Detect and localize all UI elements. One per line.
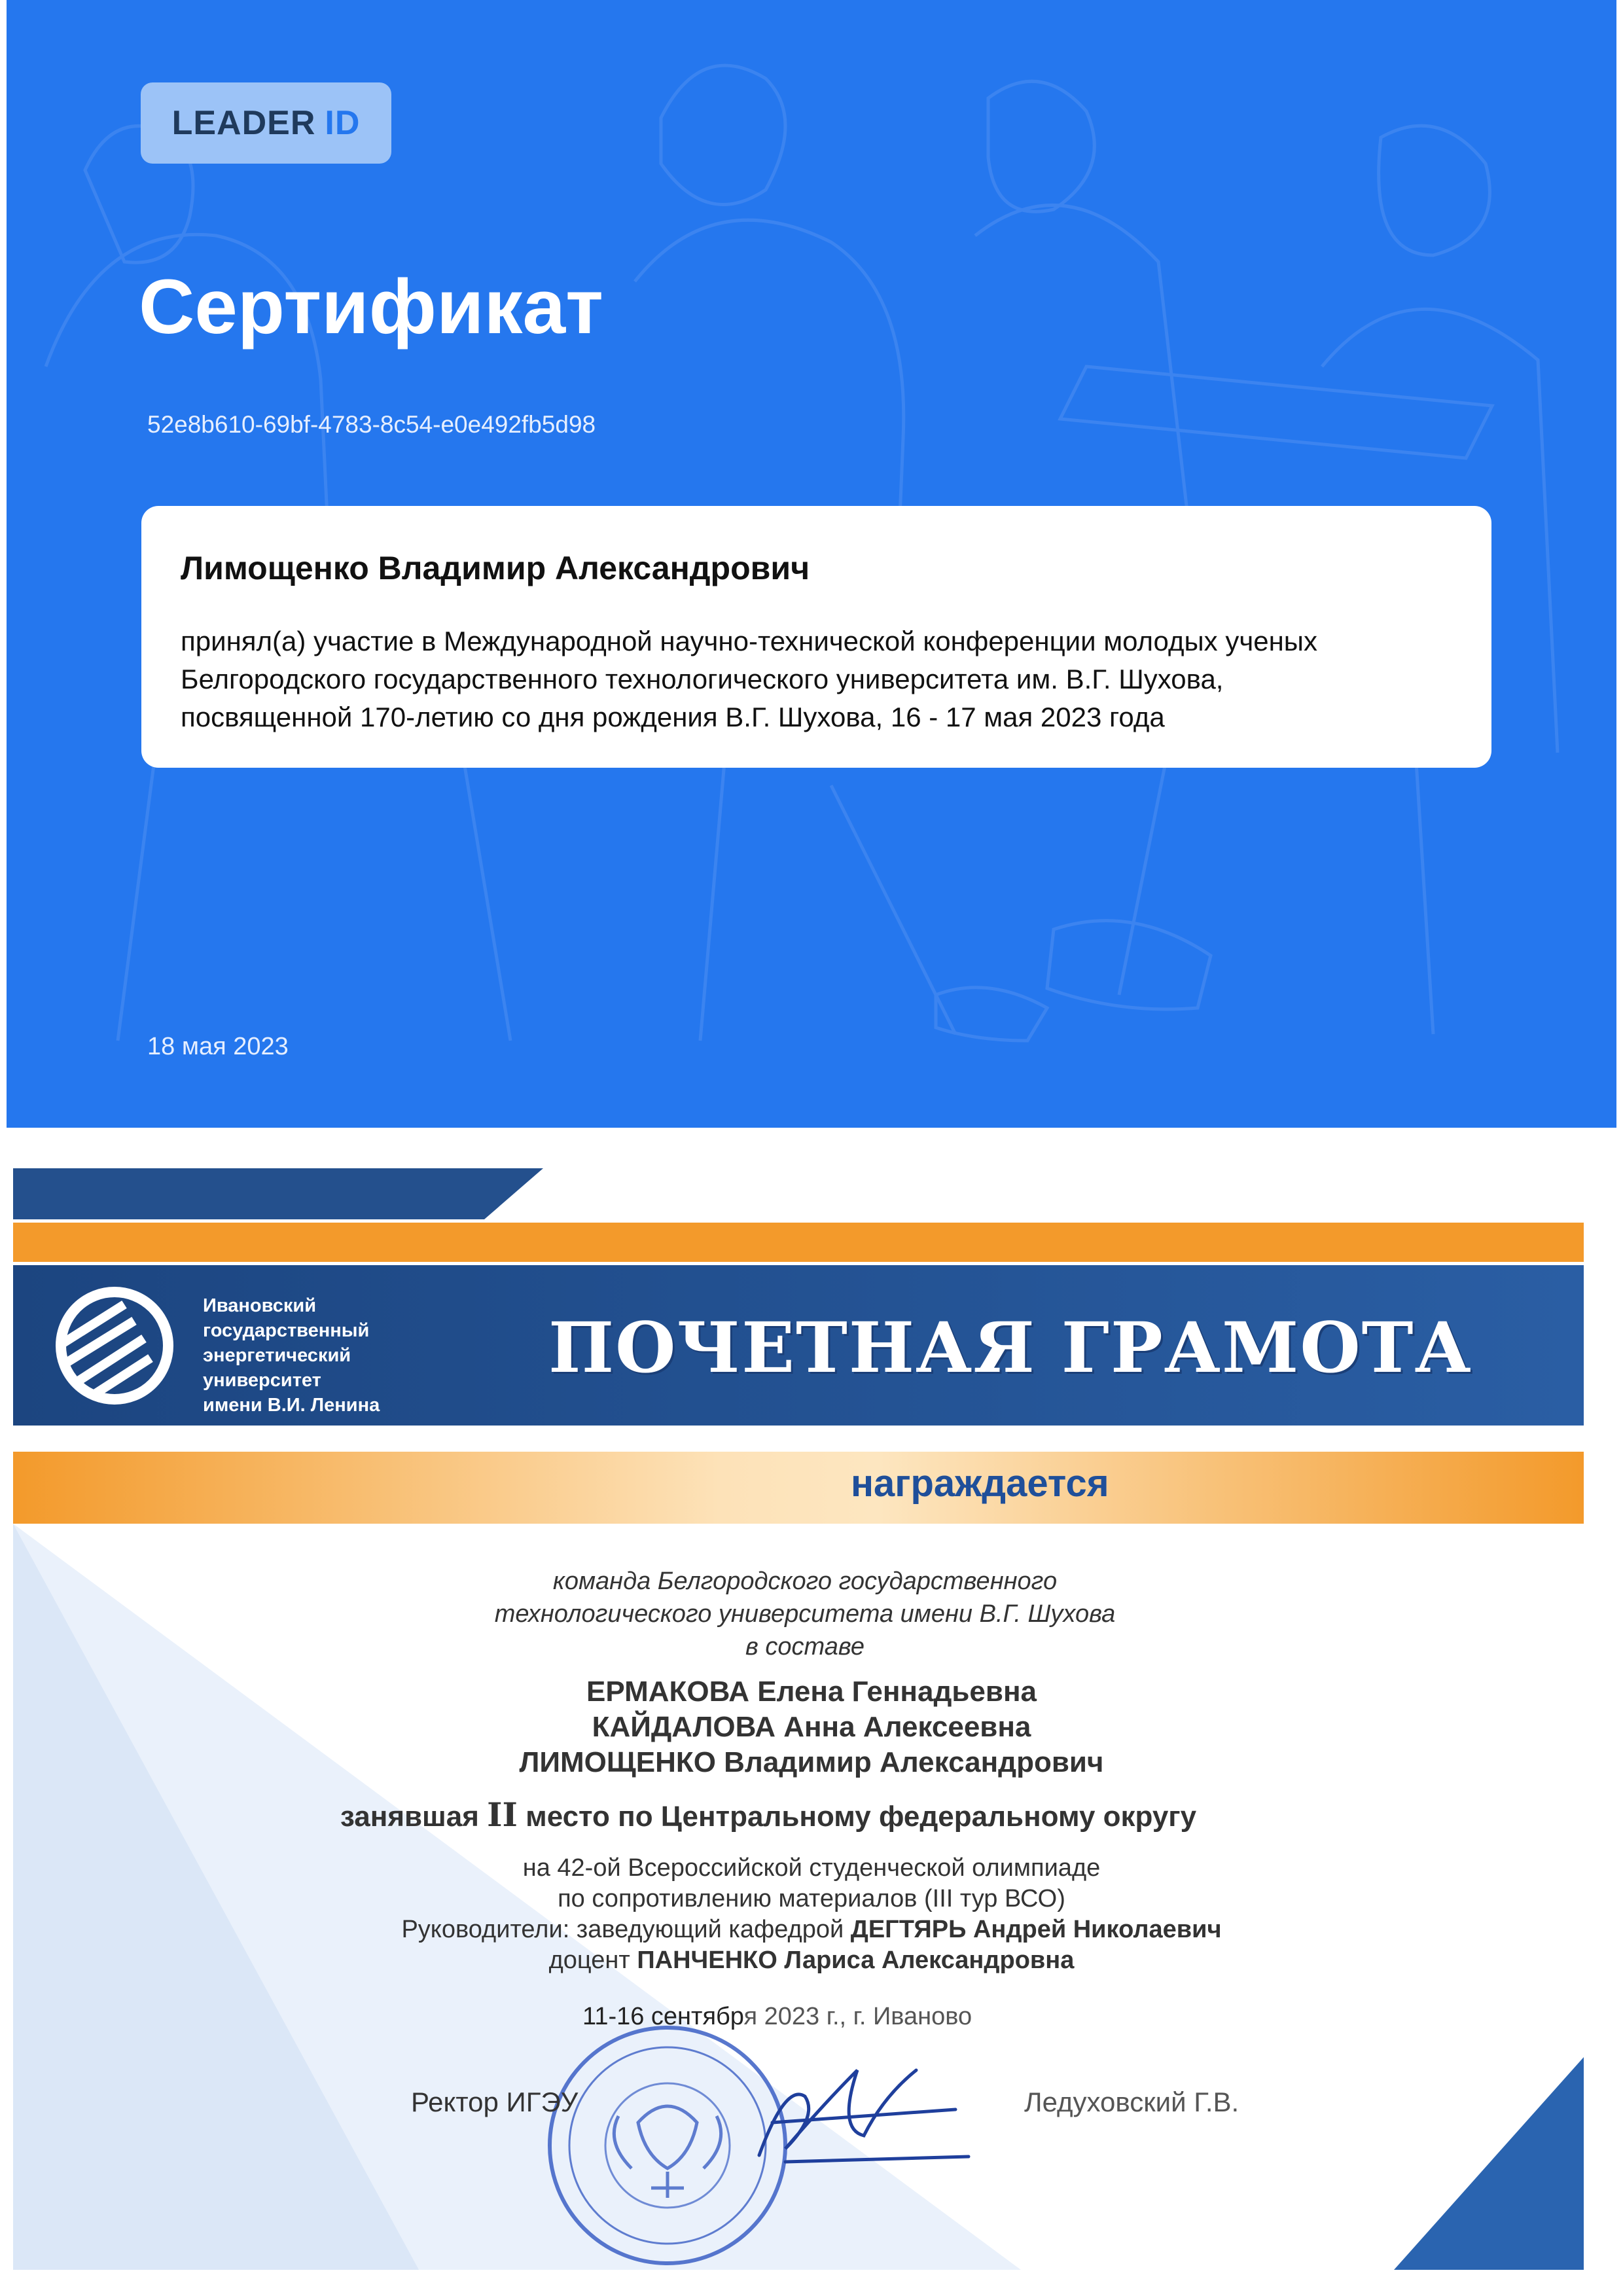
logo-text-leader: LEADER <box>171 104 316 142</box>
university-name-line: имени В.И. Ленина <box>203 1395 380 1416</box>
recipient-name: Лимощенко Владимир Александрович <box>181 550 810 586</box>
event-dates-part: я 2023 г., г. Иваново <box>743 2003 972 2030</box>
diploma-title: ПОЧЕТНАЯ ГРАМОТА <box>548 1306 1472 1388</box>
university-name-line: энергетический <box>203 1345 351 1366</box>
rector-label: Ректор ИГЭУ <box>411 2087 579 2117</box>
place-prefix: занявшая <box>340 1801 479 1833</box>
university-name-line: Ивановский <box>203 1295 317 1316</box>
logo-text-id: ID <box>325 104 361 142</box>
certificate-title: Сертификат <box>139 264 603 350</box>
honorary-diploma <box>0 1128 1623 2296</box>
supervisors-line <box>0 1914 1623 1945</box>
participation-line: принял(а) участие в Международной научно-технической конференции молодых ученых <box>181 626 1317 656</box>
leader-id-logo <box>141 82 391 164</box>
team-members <box>0 1674 1623 1780</box>
awarded-label: награждается <box>851 1462 1109 1505</box>
olympiad-line: по сопротивлению материалов (III тур ВСО) <box>558 1885 1065 1912</box>
participation-text <box>181 622 1476 736</box>
member-name: ЛИМОЩЕНКО Владимир Александрович <box>519 1746 1104 1778</box>
university-name-line: государственный <box>203 1320 370 1341</box>
place-statement <box>340 1795 1196 1834</box>
team-line: команда Белгородского государственного <box>552 1568 1058 1595</box>
member-name: ЕРМАКОВА Елена Геннадьевна <box>586 1676 1037 1708</box>
supervisors-line <box>0 1945 1623 1976</box>
olympiad-line: на 42-ой Всероссийской студенческой олимпиаде <box>522 1854 1101 1882</box>
place-number: II <box>487 1795 518 1834</box>
rector-name: Ледуховский Г.В. <box>1024 2087 1240 2117</box>
certificate-id: 52e8b610-69bf-4783-8c54-e0e492fb5d98 <box>147 411 596 438</box>
supervisor-name: ПАНЧЕНКО Лариса Александровна <box>637 1946 1075 1974</box>
leader-id-certificate <box>7 0 1616 1128</box>
university-name <box>203 1293 380 1418</box>
place-suffix: место по Центральному федеральному округу <box>526 1801 1197 1833</box>
supervisors-prefix: Руководители: заведующий кафедрой <box>401 1916 844 1943</box>
team-line: технологического университета имени В.Г. Шухова <box>494 1600 1116 1628</box>
supervisor-name: ДЕГТЯРЬ Андрей Николаевич <box>850 1916 1222 1943</box>
olympiad-details <box>0 1853 1623 1976</box>
certificate-date: 18 мая 2023 <box>147 1033 289 1060</box>
team-description <box>0 1565 1623 1663</box>
event-dates-part: 11-16 сентябр <box>582 2003 744 2030</box>
member-name: КАЙДАЛОВА Анна Алексеевна <box>592 1711 1031 1743</box>
rector-signature <box>746 2057 982 2175</box>
participation-line: Белгородского государственного технологического университета им. В.Г. Шухова, <box>181 664 1224 694</box>
supervisor-title: доцент <box>548 1946 630 1974</box>
certificate-card <box>141 506 1491 768</box>
team-line: в составе <box>745 1633 865 1660</box>
participation-line: посвященной 170-летию со дня рождения В.Г. Шухова, 16 - 17 мая 2023 года <box>181 702 1165 732</box>
university-name-line: университет <box>203 1370 321 1391</box>
